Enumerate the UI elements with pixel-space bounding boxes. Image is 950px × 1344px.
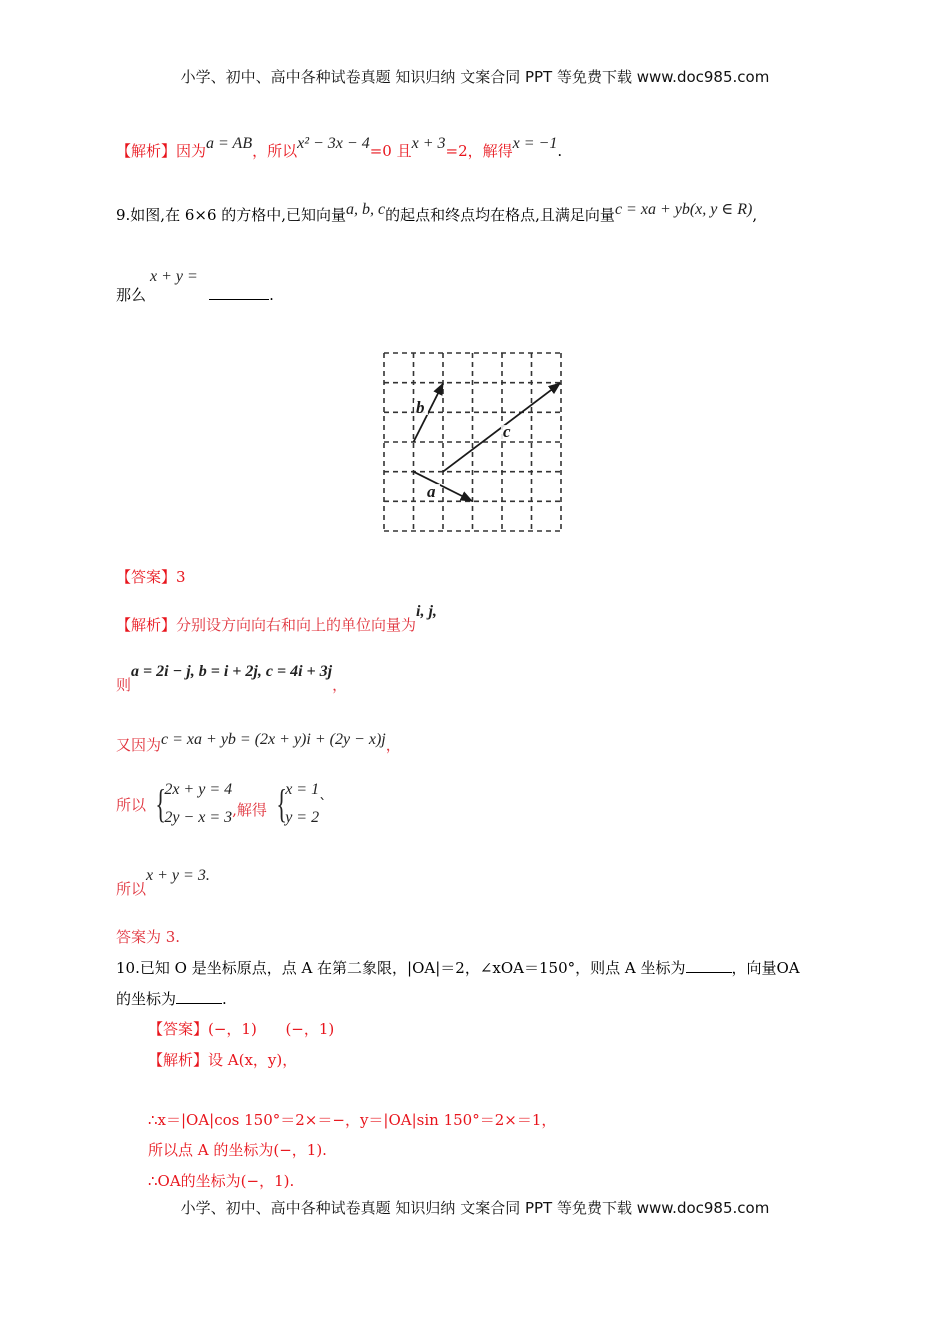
- math-expr: x = −1: [512, 135, 558, 152]
- math-expr: i, j,: [416, 603, 437, 620]
- label-c: c: [503, 422, 511, 441]
- solution-text: 又因为: [116, 736, 162, 754]
- math-expr: x² − 3x − 4: [297, 135, 370, 152]
- math-expr: x + y = 3.: [146, 867, 210, 884]
- period: .: [222, 990, 227, 1008]
- equation: x = 1: [285, 781, 320, 798]
- q9-solution-line-1: [116, 603, 437, 635]
- answer-value: (−，1) (−，1): [208, 1020, 335, 1038]
- equation: 2y − x = 3: [164, 809, 233, 826]
- q9-solution-line-4: [116, 776, 327, 832]
- solution-text: =2，解得: [445, 142, 513, 160]
- question-text: 10.已知 O 是坐标原点，点 A 在第二象限，|OA|＝2，∠xOA＝150°，则点 A 坐标为: [116, 959, 686, 977]
- question-9-stem: [116, 201, 758, 225]
- solution-tag: 【解析】: [148, 1051, 209, 1069]
- math-expr: a, b, c: [346, 201, 386, 218]
- solution-text: `: [319, 795, 327, 813]
- q10-solution-line-2: [148, 1109, 556, 1130]
- answer-blank: [176, 1003, 222, 1004]
- q9-answer: [116, 566, 186, 587]
- solution-text: 所以: [116, 880, 147, 898]
- question-text: 的起点和终点均在格点,且满足向量: [385, 206, 615, 224]
- q9-solution-line-2: [116, 663, 348, 695]
- solution-text: ，: [332, 676, 348, 694]
- question-9-blank-line: [116, 268, 274, 305]
- label-a: a: [427, 482, 436, 501]
- answer-blank: [686, 972, 732, 973]
- math-expr: c = xa + yb(x, y ∈ R): [614, 201, 753, 218]
- question-text: 9.如图,在 6×6 的方格中,已知向量: [116, 206, 347, 224]
- equation-system-2: [285, 776, 319, 832]
- q9-solution-line-3: [116, 731, 401, 755]
- solution-text: 因为: [176, 142, 207, 160]
- q10-solution-line-3: [148, 1139, 327, 1160]
- label-b: b: [416, 398, 425, 417]
- equation: 2x + y = 4: [164, 781, 233, 798]
- solution-text: 则: [116, 676, 132, 694]
- solution-text: ，: [385, 736, 401, 754]
- solution-tag: 【解析】: [116, 616, 177, 634]
- equation: y = 2: [285, 809, 320, 826]
- brace-icon: {: [155, 781, 166, 826]
- math-expr: a = 2i − j, b = i + 2j, c = 4i + 3j: [131, 663, 333, 680]
- page-header: 小学、初中、高中各种试卷真题 知识归纳 文案合同 PPT 等免费下载 www.doc985.com: [180, 68, 770, 86]
- solution-text: 设 A(x，y)，: [208, 1051, 298, 1069]
- q10-solution-line-4: [148, 1170, 294, 1191]
- solution-text: ∴x＝|OA|cos 150°＝2×＝−，y＝|OA|sin 150°＝2×＝1，: [148, 1111, 557, 1129]
- q10-solution-line-1: [148, 1049, 297, 1070]
- question-text: 那么: [116, 286, 147, 304]
- question-text: ,: [752, 206, 758, 224]
- solution-tag: 【解析】: [116, 142, 177, 160]
- solution-text: 所以点 A 的坐标为(−，1).: [148, 1141, 327, 1159]
- solution-text: 分别设方向向右和向上的单位向量为: [176, 616, 417, 634]
- period: .: [269, 286, 274, 304]
- solution-text: 所以: [116, 795, 147, 814]
- equation-system-1: [164, 776, 232, 832]
- grid-lines: [384, 353, 561, 531]
- solution-text: ，所以: [252, 142, 298, 160]
- page-footer: 小学、初中、高中各种试卷真题 知识归纳 文案合同 PPT 等免费下载 www.doc985.com: [180, 1199, 770, 1217]
- q9-solution-line-5: [116, 867, 210, 899]
- solution-text: 答案为 3.: [116, 928, 181, 946]
- period: .: [557, 142, 563, 160]
- math-expr: a = AB: [206, 135, 253, 152]
- answer-tag: 【答案】: [116, 568, 177, 586]
- math-expr: c = xa + yb = (2x + y)i + (2y − x)j: [161, 731, 386, 748]
- math-expr: x + 3: [411, 135, 446, 152]
- prev-solution-line: [116, 135, 563, 161]
- answer-value: 3: [176, 568, 186, 586]
- solution-text: =0 且: [369, 142, 412, 160]
- q9-solution-line-6: [116, 926, 180, 947]
- question-text: 的坐标为: [116, 990, 177, 1008]
- question-10-line-2: [116, 988, 227, 1009]
- vector-a-arrow: [414, 472, 473, 501]
- solution-text: ∴OA的坐标为(−，1).: [148, 1172, 295, 1190]
- q10-answer: [148, 1018, 334, 1039]
- solution-text: ,解得: [232, 800, 267, 819]
- question-text: ，向量OA: [731, 959, 800, 977]
- vector-grid-figure: [370, 340, 580, 545]
- answer-tag: 【答案】: [148, 1020, 209, 1038]
- math-expr: x + y =: [150, 268, 198, 285]
- question-10-line-1: [116, 957, 800, 978]
- answer-blank: [209, 299, 269, 300]
- brace-icon: {: [276, 781, 287, 826]
